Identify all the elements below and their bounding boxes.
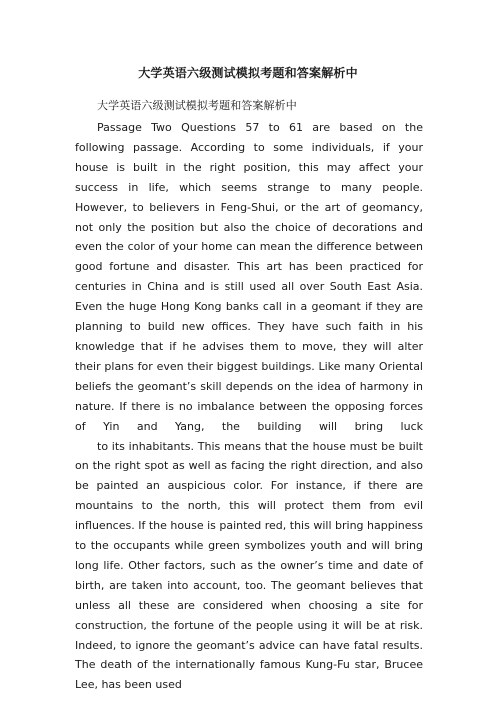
paragraph: to its inhabitants. This means that the house must be built on the right spot as well as facing the right direction, and also be painted an auspicious color. For instance, if there are mountains to the north, this will protect them from evil influences. If the house is painted red, this will bring happiness to the occupants while green symbolizes youth and will bring long life. Other factors, such as the owner’s time and date of birth, are taken into account, too. The geomant believes that unless all these are considered when choosing a site for construction, the fortune of the people using it will be at risk. Indeed, to ignore the geomant’s advice can have fatal results. The death of the internationally famous Kung-Fu star, Brucee Lee, has been used — [75, 439, 423, 692]
document-subtitle: 大学英语六级测试模拟考题和答案解析中 — [97, 99, 297, 112]
paragraph: Passage Two Questions 57 to 61 are based on the following passage. According to some individuals, if your house is built in the right position, this may affect your success in life, which seems strange to many people. However, to believers in Feng-Shui, or the art of geomancy, not only the position but also the choice of decorations and even the color of your home can mean the difference between good fortune and disaster. This art has been practiced for centuries in China and is still used all over South East Asia. Even the huge Hong Kong banks call in a geomant if they are planning to build new offices. They have such faith in his knowledge that if he advises them to move, they will alter their plans for even their biggest buildings. Like many Oriental beliefs the geomant’s skill depends on the idea of harmony in nature. If there is no imbalance between the opposing forces of Yin and Yang, the building will bring luck — [75, 121, 423, 433]
document-body — [75, 118, 423, 695]
document-title: 大学英语六级测试模拟考题和答案解析中 — [138, 66, 358, 80]
